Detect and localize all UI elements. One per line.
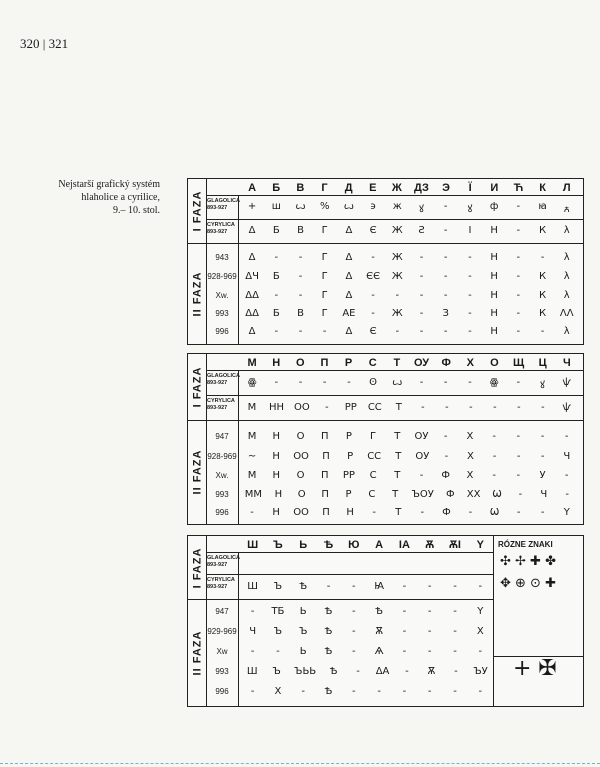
cross-icon: + ✠ [513,656,557,681]
row-label: 928-969 [207,452,237,461]
alphabet-table-1 [187,178,584,345]
phase-2-label: II FAZA [188,599,207,706]
table-2-header: М Н О П Р С Т ОУ Ф Х О Щ Ц Ч [247,357,571,369]
caption-line-2: hlaholice a cyrilice, [81,192,160,203]
cyrylica-row: М НН ОО - РР СС Т - - - - - - ѱ [247,402,572,413]
cyrylica-label: CYRYLICA 893-927 [207,222,235,235]
rozne-znaki-heading: RÓZNE ZNAKI [498,540,553,549]
row-label: 928-969 [207,272,237,281]
row-label: 993 [215,490,229,499]
table-row: М Н О П РР С Т - Ф Х - - У - [247,470,569,481]
alphabet-table-2 [187,353,584,525]
row-label: 947 [215,607,229,616]
cyrylica-label: CYRYLICA 893-927 [207,398,235,411]
page-numbers: 320 | 321 [20,36,69,51]
phase-1-label: I FAZA [188,536,207,599]
glagolica-row: + ш ꙍ % ꙍ ϶ ж ꙋ - ꙋ ф - ꙗ ꙉ [247,201,570,215]
row-label: Xw. [215,471,229,480]
cyrylica-row: Ш Ъ Ѣ - - Ꙗ - - - - [247,581,483,592]
caption-line-3: 9.– 10. stol. [113,205,160,216]
table-row: Δ - - - Δ Є - - - - Н - - λ [248,326,570,337]
row-label: 993 [215,667,229,676]
row-label: 943 [215,253,229,262]
cyrylica-label: CYRYLICA 893-927 [207,577,235,590]
glagolica-row: ꙮ - - - - Ꙩ ꙍ - - - ꙮ - ꙋ ѱ [247,377,572,391]
table-row: ММ Н О П Р С Т ЪОУ Ф ХХ Ѡ - Ч - [244,489,569,500]
table-row: - ТБ Ь Ѣ - Ѣ - - - Y [250,606,484,617]
misc-glyphs-row-2: ✥ ⊕ ⊙ ✚ [500,576,556,591]
table-row: ΔΔ - - Г Δ - - - - - Н - К λ [245,290,570,301]
caption-line-1: Nejstarší grafický systém [58,179,160,190]
glagolica-label: GLAGOLICA 893-927 [207,555,240,568]
row-label: Xw [216,647,228,656]
phase-2-label: II FAZA [188,243,207,344]
table-3-header: Ш Ъ Ь Ѣ Ю А ІА Ѫ ѪІ Y [247,539,484,551]
phase-1-label: I FAZA [188,354,207,420]
row-label: 996 [215,687,229,696]
row-label: 929-969 [207,627,237,636]
phase-2-label: II FAZA [188,420,207,524]
row-label: 996 [215,327,229,336]
glagolica-label: GLAGOLICA 893-927 [207,373,240,386]
table-row: ΔЧ Б - Г Δ ЄЄ Ж - - - Н - К λ [245,271,570,282]
row-label: 996 [215,508,229,517]
table-row: М Н О П Р Г Т ОУ - Х - - - - [247,431,569,442]
glagolica-label: GLAGOLICA 893-927 [207,198,240,211]
row-label: Xw. [215,291,229,300]
table-row: Ч Ъ Ъ Ѣ - Ѫ - - - Х [249,626,484,637]
row-label: 947 [215,432,229,441]
table-1-header: А Б В Г Д Е Ж ДЗ Э Ї И Ћ К Л [248,182,571,194]
cyrylica-row: Δ Б В Г Δ Є Ж Ꙅ - І Н - К λ [248,225,570,236]
phase-1-label: I FAZA [188,179,207,243]
figure-caption [40,178,160,217]
row-label: 993 [215,309,229,318]
table-row: - Н ОО П Н - Т - Ф - Ѡ - - Y [250,507,570,518]
table-row: ΔΔ Б В Г ΑΕ - Ж - З - Н - К ΛΛ [245,308,574,319]
misc-glyphs-row-1: ✣ ✢ ✚ ✤ [500,554,556,569]
table-row: - Х - Ѣ - - - - - - [250,686,483,697]
table-row: Δ - - Г Δ - Ж - - - Н - - λ [248,252,570,263]
alphabet-table-3 [187,535,584,707]
page-edge-line [0,763,600,764]
table-row: ~ Н ОО П Р СС Т ОУ - Х - - - Ч [247,451,571,462]
table-row: - - Ь Ѣ - Ѧ - - - - [250,646,483,657]
table-row: Ш Ъ ЪЬЬ Ѣ - ΔΑ - Ѫ - ЪУ [246,666,488,677]
